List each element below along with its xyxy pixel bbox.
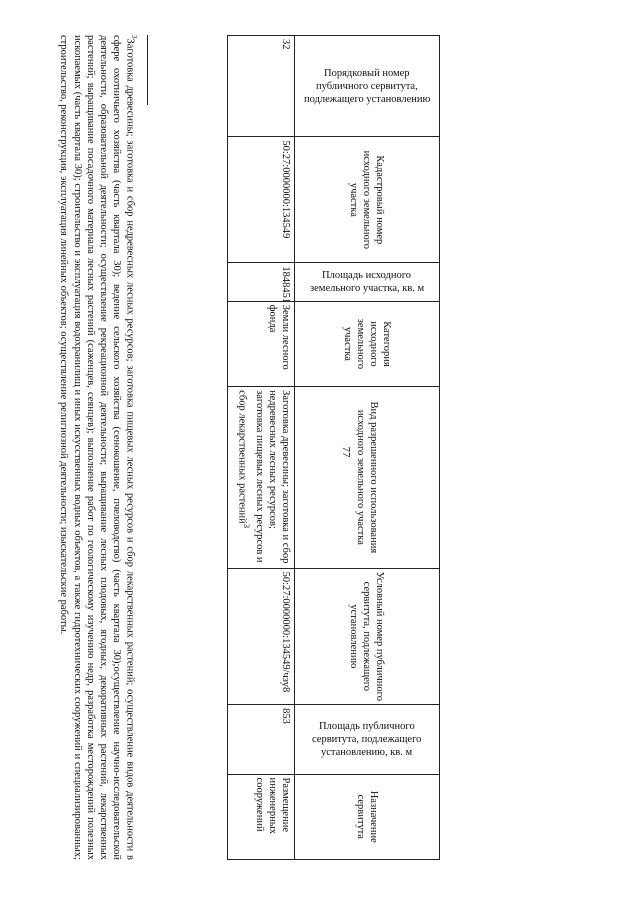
cell-purpose: Размещение инженерных сооружений <box>228 774 295 859</box>
footnote-mark: 3 <box>130 35 138 39</box>
cell-category: Земли лесного фонда <box>228 301 295 386</box>
cell-area-source: 1848451 <box>228 263 295 301</box>
header-num: Порядковый номер публичного сервитута, подлежащего установлению <box>295 36 440 137</box>
footnote-ref: 3 <box>242 523 252 529</box>
header-category: Категория исходного земельного участка <box>295 301 440 386</box>
cell-cadastral: 50:27:0000000:134549 <box>228 137 295 263</box>
header-purpose: Назначение сервитута <box>295 774 440 859</box>
footnote <box>57 35 140 860</box>
header-area-servitude: Площадь публичного сервитута, подлежащего установлению, кв. м <box>295 705 440 774</box>
cell-permitted-use <box>228 387 295 568</box>
table-row <box>228 36 295 860</box>
servitude-table <box>227 35 440 860</box>
page-number: 77 <box>340 446 352 458</box>
rotated-sheet <box>55 35 440 870</box>
header-conditional-number: Условный номер публичного сервитута, подлежащего установлению <box>295 568 440 705</box>
footnote-text: Заготовка древесины; заготовка и сбор недревесных лесных ресурсов; заготовка пищевых лесных ресурсов и сбор лекарственных растений; осуществление видов деятельности в сфере охотничьего хозяйства (часть квартала 30); ведение сельского хозяйства (сенокошение, пчеловодство) (часть квартала 30);осуществление научно-исследовательской деятельности, образовательной деятельности; осуществление рекреационной деятельности; выращивание лесных плодовых, ягодных, декоративных растений, лекарственных растений; выращивание посадочного материала лесных растений (саженцев, сеянцев); выполнение работ по геологическому изучению недр, разработка месторождений полезных ископаемых (часть квартала 30); строительство и эксплуатация водохранилищ и иных искусственных водных объектов, а также гидротехнических сооружений и специализированных; строительство, реконструкция, эксплуатация линейных объектов; осуществление религиозной деятельности; изыскательские работы. <box>58 35 136 860</box>
cell-num: 32 <box>228 36 295 137</box>
permitted-use-text: Заготовка древесины; заготовка и сбор недревесных лесных ресурсов; заготовка пищевых лесных ресурсов и сбор лекарственных растений <box>236 390 291 564</box>
table-header-row <box>295 36 440 860</box>
header-area-source: Площадь исходного земельного участка, кв. м <box>295 263 440 301</box>
cell-conditional-number: 50:27:0000000:134549/чзу8 <box>228 568 295 705</box>
header-cadastral: Кадастровый номер исходного земельного участка <box>295 137 440 263</box>
cell-area-servitude: 853 <box>228 705 295 774</box>
header-permitted-use: Вид разрешенного использования исходного земельного участка <box>295 387 440 568</box>
footnote-separator <box>147 35 148 105</box>
